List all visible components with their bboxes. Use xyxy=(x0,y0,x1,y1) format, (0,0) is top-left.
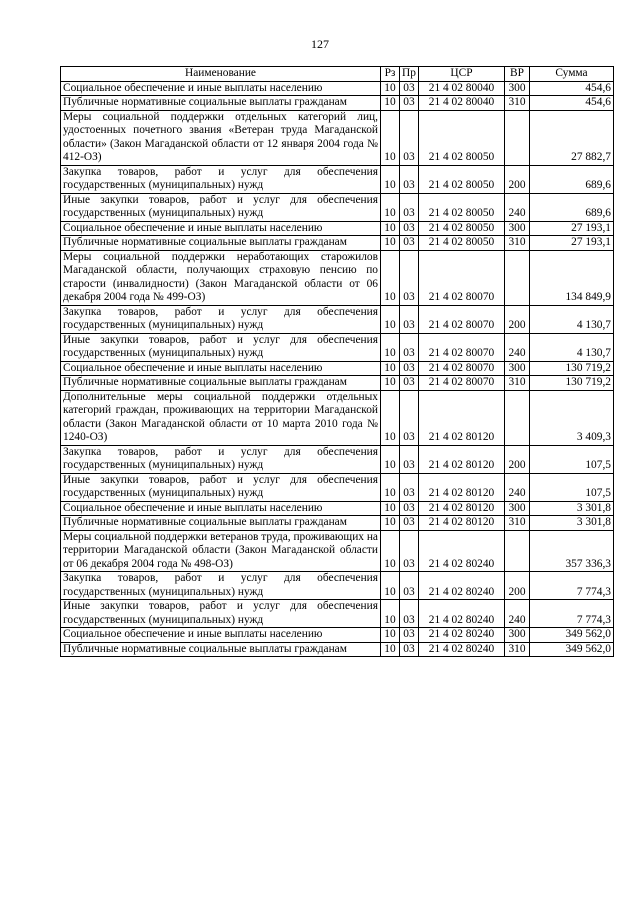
table-row xyxy=(61,250,614,305)
cell-vr: 200 xyxy=(505,572,530,600)
cell-rz: 10 xyxy=(381,250,400,305)
cell-rz: 10 xyxy=(381,305,400,333)
cell-sum: 134 849,9 xyxy=(530,250,614,305)
cell-csr: 21 4 02 80240 xyxy=(419,642,505,657)
cell-sum: 107,5 xyxy=(530,445,614,473)
cell-name: Социальное обеспечение и иные выплаты населению xyxy=(61,221,381,236)
cell-pr: 03 xyxy=(400,572,419,600)
header-name: Наименование xyxy=(61,67,381,82)
cell-pr: 03 xyxy=(400,110,419,165)
cell-sum: 3 301,8 xyxy=(530,516,614,531)
cell-pr: 03 xyxy=(400,333,419,361)
table-row xyxy=(61,473,614,501)
header-rz: Рз xyxy=(381,67,400,82)
cell-name: Социальное обеспечение и иные выплаты населению xyxy=(61,628,381,643)
cell-sum: 7 774,3 xyxy=(530,600,614,628)
cell-vr: 300 xyxy=(505,361,530,376)
cell-pr: 03 xyxy=(400,628,419,643)
cell-rz: 10 xyxy=(381,516,400,531)
cell-rz: 10 xyxy=(381,501,400,516)
table-row xyxy=(61,165,614,193)
cell-vr: 240 xyxy=(505,473,530,501)
cell-rz: 10 xyxy=(381,110,400,165)
cell-vr: 240 xyxy=(505,600,530,628)
cell-sum: 130 719,2 xyxy=(530,361,614,376)
budget-table xyxy=(60,66,614,657)
table-body xyxy=(61,81,614,657)
cell-rz: 10 xyxy=(381,221,400,236)
cell-rz: 10 xyxy=(381,572,400,600)
cell-rz: 10 xyxy=(381,236,400,251)
table-header xyxy=(61,67,614,82)
cell-name: Публичные нормативные социальные выплаты гражданам xyxy=(61,376,381,391)
cell-sum: 3 301,8 xyxy=(530,501,614,516)
cell-vr: 200 xyxy=(505,305,530,333)
cell-vr xyxy=(505,110,530,165)
cell-pr: 03 xyxy=(400,473,419,501)
table-row xyxy=(61,333,614,361)
cell-csr: 21 4 02 80040 xyxy=(419,81,505,96)
cell-name: Закупка товаров, работ и услуг для обеспечения государственных (муниципальных) нужд xyxy=(61,572,381,600)
cell-csr: 21 4 02 80240 xyxy=(419,572,505,600)
cell-csr: 21 4 02 80120 xyxy=(419,390,505,445)
table-row xyxy=(61,501,614,516)
cell-vr: 240 xyxy=(505,193,530,221)
cell-sum: 3 409,3 xyxy=(530,390,614,445)
cell-sum: 4 130,7 xyxy=(530,305,614,333)
cell-pr: 03 xyxy=(400,96,419,111)
cell-name: Иные закупки товаров, работ и услуг для обеспечения государственных (муниципальных) нужд xyxy=(61,193,381,221)
cell-pr: 03 xyxy=(400,445,419,473)
table-row xyxy=(61,193,614,221)
cell-sum: 4 130,7 xyxy=(530,333,614,361)
cell-vr: 310 xyxy=(505,516,530,531)
cell-sum: 107,5 xyxy=(530,473,614,501)
cell-pr: 03 xyxy=(400,305,419,333)
cell-name: Социальное обеспечение и иные выплаты населению xyxy=(61,81,381,96)
cell-vr: 310 xyxy=(505,236,530,251)
cell-sum: 454,6 xyxy=(530,96,614,111)
cell-rz: 10 xyxy=(381,193,400,221)
cell-vr: 310 xyxy=(505,96,530,111)
cell-csr: 21 4 02 80050 xyxy=(419,110,505,165)
cell-rz: 10 xyxy=(381,361,400,376)
cell-csr: 21 4 02 80040 xyxy=(419,96,505,111)
table-row xyxy=(61,305,614,333)
cell-csr: 21 4 02 80050 xyxy=(419,221,505,236)
cell-vr: 300 xyxy=(505,221,530,236)
cell-vr: 200 xyxy=(505,445,530,473)
cell-name: Публичные нормативные социальные выплаты гражданам xyxy=(61,516,381,531)
table-row xyxy=(61,376,614,391)
cell-vr xyxy=(505,390,530,445)
cell-sum: 357 336,3 xyxy=(530,530,614,572)
cell-rz: 10 xyxy=(381,473,400,501)
table-row xyxy=(61,628,614,643)
table-row xyxy=(61,361,614,376)
cell-sum: 349 562,0 xyxy=(530,642,614,657)
table-row xyxy=(61,642,614,657)
cell-csr: 21 4 02 80070 xyxy=(419,361,505,376)
cell-pr: 03 xyxy=(400,642,419,657)
cell-vr: 310 xyxy=(505,376,530,391)
cell-rz: 10 xyxy=(381,96,400,111)
table-row xyxy=(61,81,614,96)
cell-vr: 300 xyxy=(505,628,530,643)
cell-name: Меры социальной поддержки неработающих старожилов Магаданской области, получающих страховую пенсию по старости (инвалидности) (Закон Магаданской области от 06 декабря 2004 года № 499-ОЗ) xyxy=(61,250,381,305)
header-csr: ЦСР xyxy=(419,67,505,82)
cell-sum: 27 882,7 xyxy=(530,110,614,165)
cell-name: Публичные нормативные социальные выплаты гражданам xyxy=(61,236,381,251)
cell-rz: 10 xyxy=(381,445,400,473)
cell-sum: 689,6 xyxy=(530,165,614,193)
cell-name: Иные закупки товаров, работ и услуг для обеспечения государственных (муниципальных) нужд xyxy=(61,473,381,501)
cell-sum: 349 562,0 xyxy=(530,628,614,643)
cell-sum: 454,6 xyxy=(530,81,614,96)
cell-csr: 21 4 02 80120 xyxy=(419,516,505,531)
cell-csr: 21 4 02 80070 xyxy=(419,376,505,391)
cell-pr: 03 xyxy=(400,193,419,221)
header-pr: Пр xyxy=(400,67,419,82)
cell-rz: 10 xyxy=(381,165,400,193)
cell-name: Дополнительные меры социальной поддержки отдельных категорий граждан, проживающих на территории Магаданской области (Закон Магаданской области от 10 марта 2010 года № 1240-ОЗ) xyxy=(61,390,381,445)
cell-rz: 10 xyxy=(381,376,400,391)
cell-csr: 21 4 02 80050 xyxy=(419,236,505,251)
cell-rz: 10 xyxy=(381,530,400,572)
cell-name: Социальное обеспечение и иные выплаты населению xyxy=(61,501,381,516)
cell-name: Публичные нормативные социальные выплаты гражданам xyxy=(61,642,381,657)
cell-csr: 21 4 02 80120 xyxy=(419,473,505,501)
cell-rz: 10 xyxy=(381,642,400,657)
cell-sum: 27 193,1 xyxy=(530,221,614,236)
cell-csr: 21 4 02 80240 xyxy=(419,628,505,643)
cell-name: Иные закупки товаров, работ и услуг для обеспечения государственных (муниципальных) нужд xyxy=(61,600,381,628)
cell-rz: 10 xyxy=(381,600,400,628)
cell-vr: 300 xyxy=(505,81,530,96)
cell-name: Публичные нормативные социальные выплаты гражданам xyxy=(61,96,381,111)
cell-pr: 03 xyxy=(400,165,419,193)
cell-pr: 03 xyxy=(400,530,419,572)
cell-pr: 03 xyxy=(400,501,419,516)
cell-rz: 10 xyxy=(381,333,400,361)
cell-vr: 310 xyxy=(505,642,530,657)
cell-name: Меры социальной поддержки ветеранов труда, проживающих на территории Магаданской области (Закон Магаданской области от 06 декабря 2004 года № 498-ОЗ) xyxy=(61,530,381,572)
cell-csr: 21 4 02 80240 xyxy=(419,530,505,572)
cell-csr: 21 4 02 80050 xyxy=(419,165,505,193)
cell-name: Закупка товаров, работ и услуг для обеспечения государственных (муниципальных) нужд xyxy=(61,305,381,333)
table-row xyxy=(61,110,614,165)
cell-pr: 03 xyxy=(400,221,419,236)
cell-pr: 03 xyxy=(400,516,419,531)
cell-vr xyxy=(505,530,530,572)
cell-csr: 21 4 02 80120 xyxy=(419,501,505,516)
table-row xyxy=(61,516,614,531)
cell-name: Закупка товаров, работ и услуг для обеспечения государственных (муниципальных) нужд xyxy=(61,165,381,193)
table-row xyxy=(61,236,614,251)
cell-sum: 7 774,3 xyxy=(530,572,614,600)
cell-name: Иные закупки товаров, работ и услуг для обеспечения государственных (муниципальных) нужд xyxy=(61,333,381,361)
cell-rz: 10 xyxy=(381,81,400,96)
table-row xyxy=(61,96,614,111)
cell-pr: 03 xyxy=(400,376,419,391)
table-row xyxy=(61,390,614,445)
cell-pr: 03 xyxy=(400,390,419,445)
cell-pr: 03 xyxy=(400,250,419,305)
table-row xyxy=(61,530,614,572)
cell-vr: 240 xyxy=(505,333,530,361)
page-number: 127 xyxy=(311,37,329,51)
cell-name: Меры социальной поддержки отдельных категорий лиц, удостоенных почетного звания «Ветеран труда Магаданской области» (Закон Магаданской области от 12 января 2004 года № 412-ОЗ) xyxy=(61,110,381,165)
cell-name: Социальное обеспечение и иные выплаты населению xyxy=(61,361,381,376)
header-vr: ВР xyxy=(505,67,530,82)
cell-rz: 10 xyxy=(381,390,400,445)
cell-csr: 21 4 02 80070 xyxy=(419,333,505,361)
table-row xyxy=(61,572,614,600)
cell-sum: 689,6 xyxy=(530,193,614,221)
cell-csr: 21 4 02 80070 xyxy=(419,305,505,333)
header-row xyxy=(61,67,614,82)
cell-sum: 130 719,2 xyxy=(530,376,614,391)
cell-sum: 27 193,1 xyxy=(530,236,614,251)
cell-csr: 21 4 02 80050 xyxy=(419,193,505,221)
cell-pr: 03 xyxy=(400,236,419,251)
header-sum: Сумма xyxy=(530,67,614,82)
table-row xyxy=(61,600,614,628)
cell-csr: 21 4 02 80120 xyxy=(419,445,505,473)
cell-name: Закупка товаров, работ и услуг для обеспечения государственных (муниципальных) нужд xyxy=(61,445,381,473)
cell-pr: 03 xyxy=(400,81,419,96)
cell-pr: 03 xyxy=(400,361,419,376)
table-row xyxy=(61,221,614,236)
cell-vr: 200 xyxy=(505,165,530,193)
cell-csr: 21 4 02 80240 xyxy=(419,600,505,628)
table-row xyxy=(61,445,614,473)
cell-pr: 03 xyxy=(400,600,419,628)
cell-vr xyxy=(505,250,530,305)
cell-rz: 10 xyxy=(381,628,400,643)
cell-vr: 300 xyxy=(505,501,530,516)
cell-csr: 21 4 02 80070 xyxy=(419,250,505,305)
